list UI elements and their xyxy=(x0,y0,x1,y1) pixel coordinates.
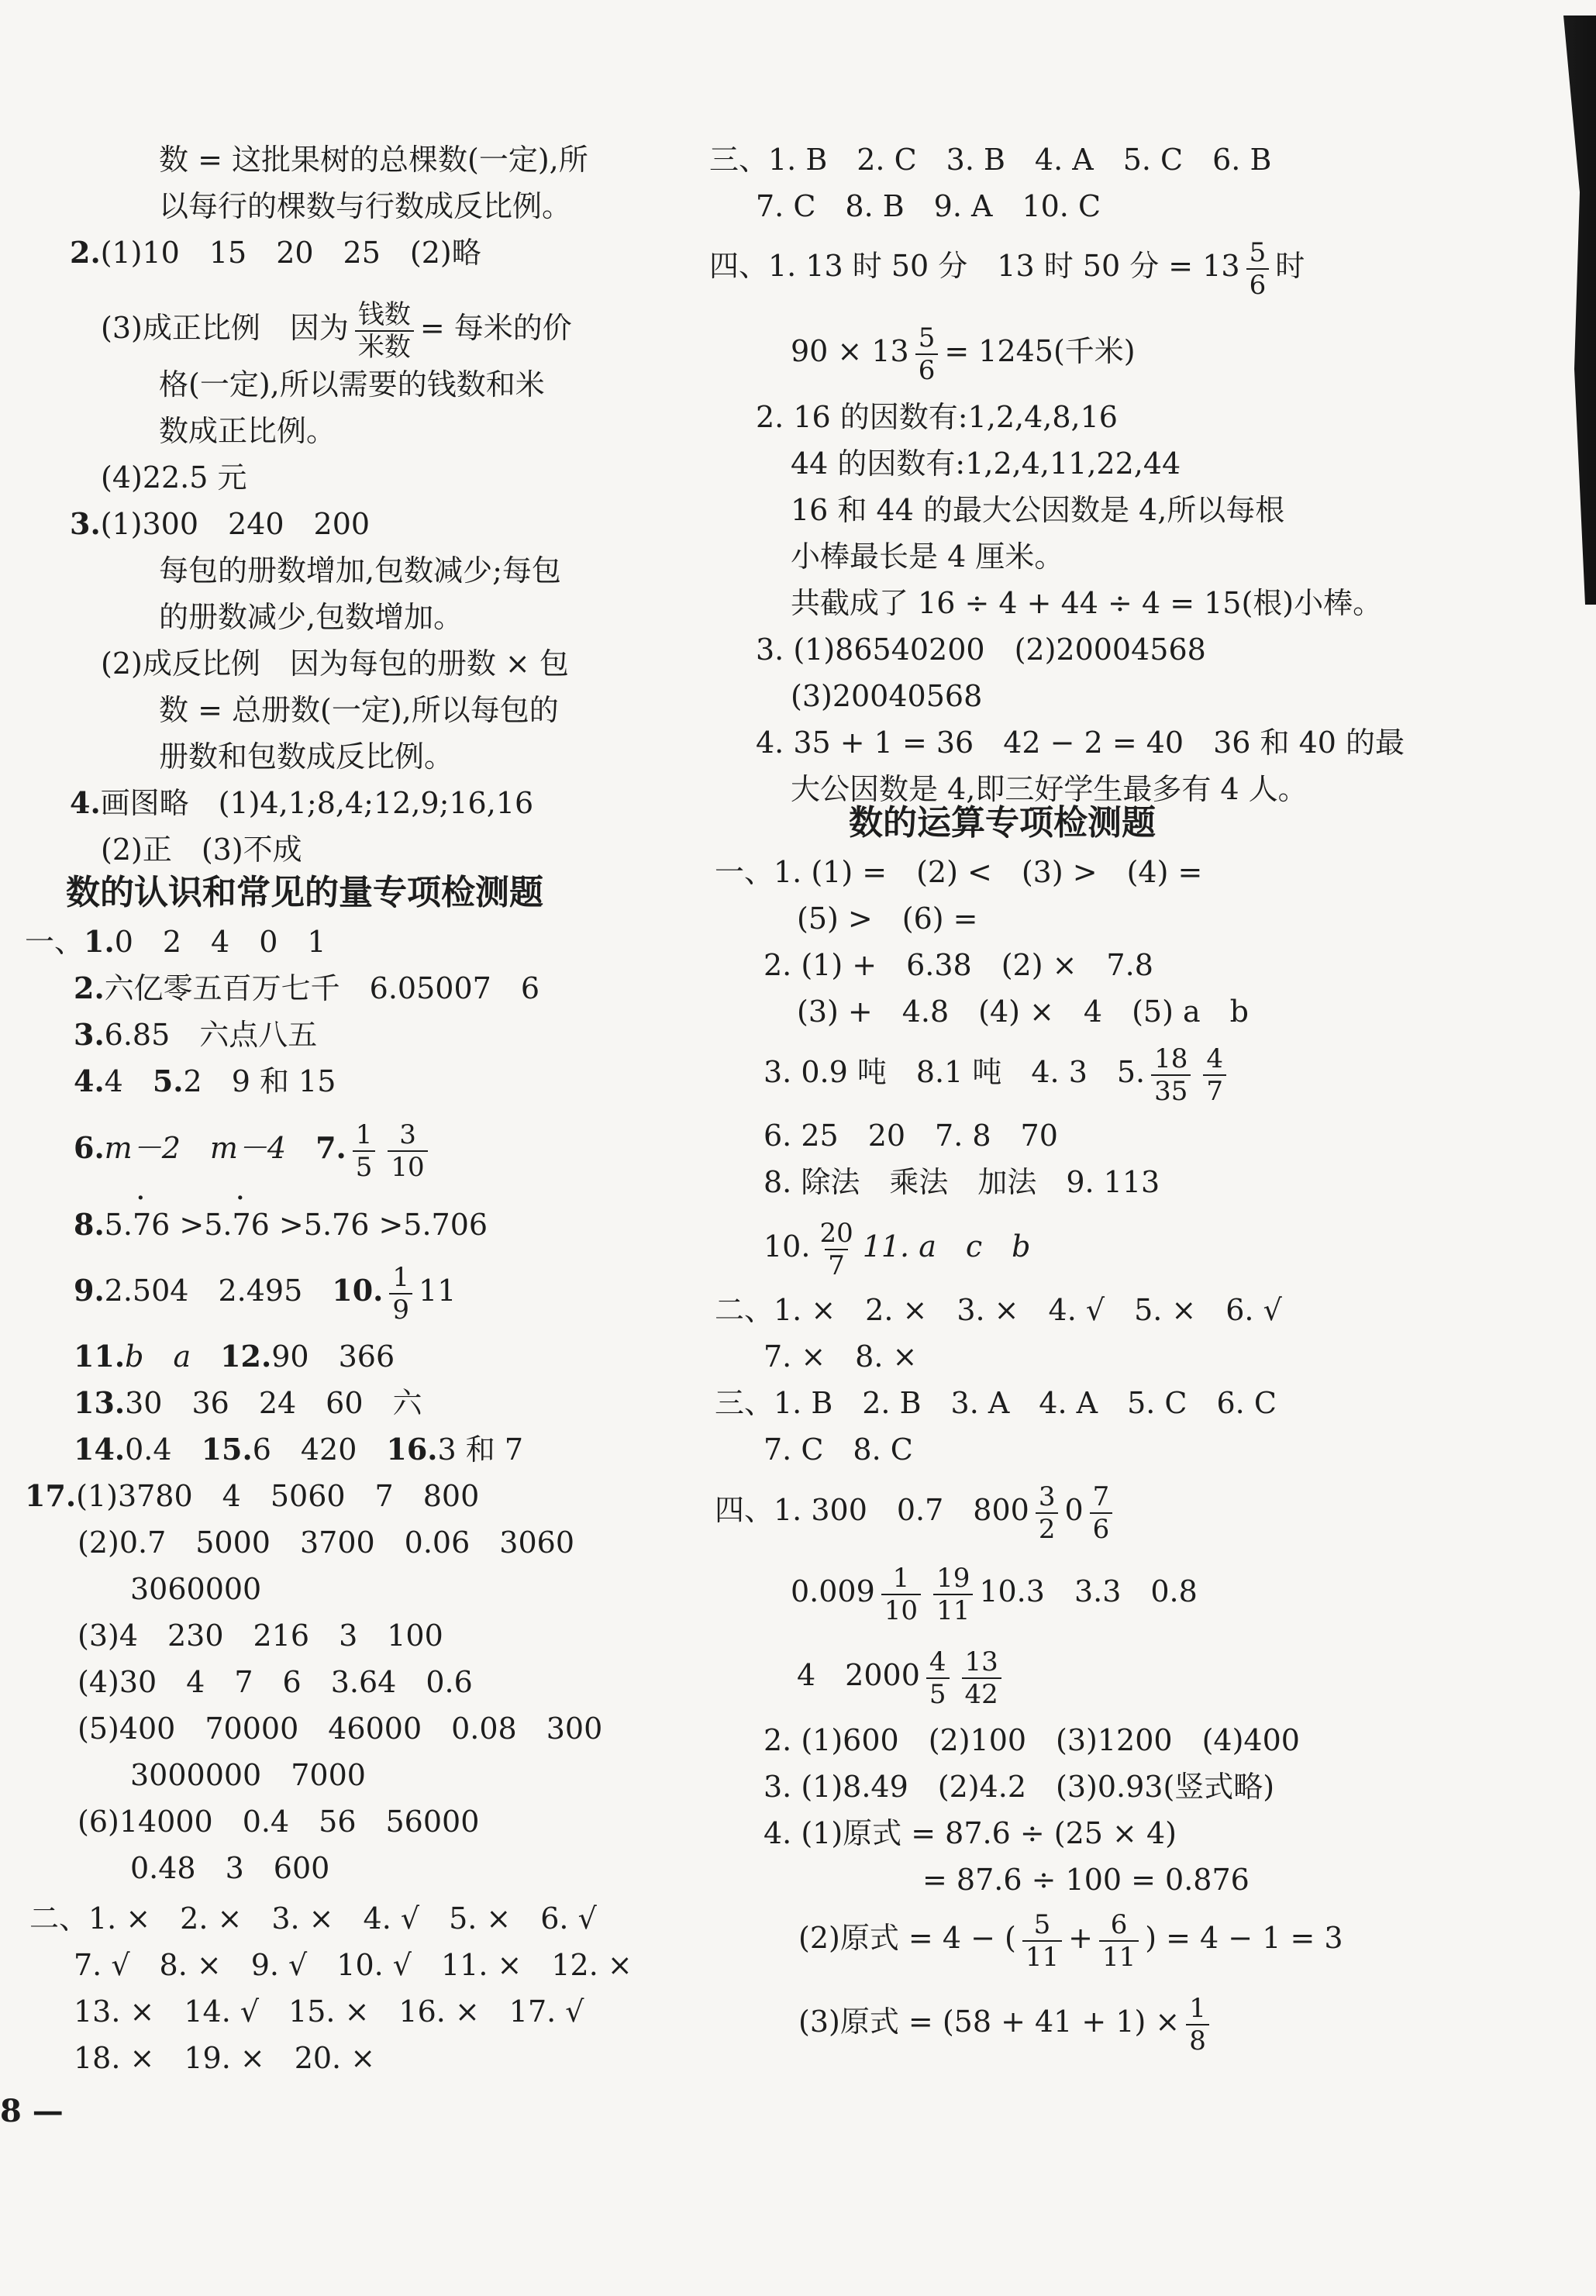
answer-line: 的册数减少,包数增加。 xyxy=(159,600,464,634)
answer-line: 4. (1)原式 = 87.6 ÷ (25 × 4) xyxy=(764,1816,1177,1850)
fraction: $\frac{20}{7}$ xyxy=(819,1217,853,1281)
answer-line: 3060000 xyxy=(130,1572,262,1606)
answer-line: 数 = 这批果树的总棵数(一定),所 xyxy=(159,143,588,177)
answer-line: 格(一定),所以需要的钱数和米 xyxy=(159,367,545,402)
answer-line: 13. × 14. √ 15. × 16. × 17. √ xyxy=(74,1994,584,2029)
answer-line: 7. C 8. B 9. A 10. C xyxy=(756,189,1101,223)
answer-line: 一、1.0 2 4 0 1 xyxy=(25,924,326,959)
answer-line: 7. C 8. C xyxy=(764,1432,913,1467)
answer-line: 13.30 36 24 60 六 xyxy=(74,1385,422,1420)
answer-line: 4.画图略 (1)4,1;8,4;12,9;16,16 xyxy=(70,785,534,820)
answer-line: 一、1. (1) = (2) < (3) > (4) = xyxy=(715,855,1203,889)
answer-line: = 87.6 ÷ 100 = 0.876 xyxy=(922,1863,1250,1897)
answer-line: 16 和 44 的最大公因数是 4,所以每根 xyxy=(791,493,1285,527)
fraction: $\frac{1}{9}$ xyxy=(389,1262,412,1326)
answer-line: 四、1. 13 时 50 分 13 时 50 分 = 13 $\frac{5}{6}$ 时 xyxy=(709,236,1305,301)
answer-line: (3) + 4.8 (4) × 4 (5) a b xyxy=(797,995,1249,1029)
answer-line: 3.(1)300 240 200 xyxy=(70,506,371,541)
answer-line: (3)成正比例 因为 $\frac{\text{钱数}}{\text{米数}}$ = 每米的价 xyxy=(101,298,572,363)
fraction: $\frac{4}{5}$ xyxy=(926,1646,950,1710)
fraction: $\frac{19}{11}$ xyxy=(933,1563,973,1626)
section-heading: 数的认识和常见的量专项检测题 xyxy=(66,873,543,912)
fraction: $\frac{1}{5}$ xyxy=(353,1119,376,1183)
fraction: $\frac{7}{6}$ xyxy=(1090,1481,1113,1545)
answer-line: 10. $\frac{20}{7}$ 11. a c b xyxy=(764,1217,1031,1281)
answer-line: (6)14000 0.4 56 56000 xyxy=(78,1805,480,1839)
answer-line: 2.六亿零五百万七千 6.05007 6 xyxy=(74,970,539,1005)
answer-line: 8. 除法 乘法 加法 9. 113 xyxy=(764,1165,1160,1199)
fraction: $\frac{4}{7}$ xyxy=(1203,1043,1226,1107)
answer-line: (4)30 4 7 6 3.64 0.6 xyxy=(78,1665,473,1699)
answer-line: 7. √ 8. × 9. √ 10. √ 11. × 12. × xyxy=(74,1948,633,1982)
answer-line: 18. × 19. × 20. × xyxy=(74,2041,376,2075)
fraction: $\frac{5}{6}$ xyxy=(1246,237,1270,301)
fraction: $\frac{5}{11}$ xyxy=(1022,1909,1062,1973)
answer-line: 4. 35 + 1 = 36 42 − 2 = 40 36 和 40 的最 xyxy=(756,726,1405,760)
fraction: $\frac{1}{10}$ xyxy=(881,1563,921,1626)
answer-line: 2. (1)600 (2)100 (3)1200 (4)400 xyxy=(764,1723,1300,1757)
answer-line: 数成正比例。 xyxy=(159,414,336,448)
section-heading: 数的运算专项检测题 xyxy=(849,803,1156,843)
answer-line: 共截成了 16 ÷ 4 + 44 ÷ 4 = 15(根)小棒。 xyxy=(791,586,1383,620)
answer-line: (3)4 230 216 3 100 xyxy=(78,1619,443,1653)
answer-line: 二、1. × 2. × 3. × 4. √ 5. × 6. √ xyxy=(715,1293,1282,1327)
answer-line: (5)400 70000 46000 0.08 300 xyxy=(78,1712,603,1746)
answer-line: 以每行的棵数与行数成反比例。 xyxy=(159,189,572,223)
left-column xyxy=(0,0,698,2296)
answer-line: 小棒最长是 4 厘米。 xyxy=(791,540,1064,574)
answer-line: (4)22.5 元 xyxy=(101,460,247,495)
answer-line: (2)0.7 5000 3700 0.06 3060 xyxy=(78,1525,574,1560)
fraction: $\frac{\text{钱数}}{\text{米数}}$ xyxy=(355,299,414,363)
answer-line: 0.009 $\frac{1}{10}$ $\frac{19}{11}$ 10.3 3.3 0.8 xyxy=(791,1562,1198,1626)
fraction: $\frac{3}{10}$ xyxy=(388,1119,427,1183)
fraction: $\frac{6}{11}$ xyxy=(1099,1909,1139,1973)
page-number: 8 — xyxy=(0,2093,64,2129)
answer-line: 3. 0.9 吨 8.1 吨 4. 3 5. $\frac{18}{35}$ $\frac{4}{7}$ xyxy=(764,1039,1232,1105)
answer-line: 0.48 3 600 xyxy=(130,1851,330,1885)
answer-line: 17.(1)3780 4 5060 7 800 xyxy=(25,1478,480,1513)
answer-line: 三、1. B 2. B 3. A 4. A 5. C 6. C xyxy=(715,1386,1277,1420)
answer-line: 3.6.85 六点八五 xyxy=(74,1017,318,1052)
answer-line: 8.5.· 76 >5.· 76 >5.76 >5.706 xyxy=(74,1201,488,1248)
answer-line: 3000000 7000 xyxy=(130,1758,366,1792)
answer-line: 每包的册数增加,包数减少;每包 xyxy=(159,553,561,588)
answer-line: (3)20040568 xyxy=(791,679,983,713)
answer-line: 9.2.504 2.495 10. $\frac{1}{9}$ 11 xyxy=(74,1261,457,1326)
answer-line: 14.0.4 15.6 420 16.3 和 7 xyxy=(74,1432,524,1467)
answer-line: (5) > (6) = xyxy=(797,902,978,936)
fraction: $\frac{18}{35}$ xyxy=(1151,1043,1191,1107)
answer-line: (3)原式 = (58 + 41 + 1) × $\frac{1}{8}$ xyxy=(798,1988,1215,2055)
right-column xyxy=(698,0,1596,2296)
answer-line: 7. × 8. × xyxy=(764,1339,918,1374)
answer-line: 大公因数是 4,即三好学生最多有 4 人。 xyxy=(791,772,1308,806)
answer-line: 2. 16 的因数有:1,2,4,8,16 xyxy=(756,400,1118,434)
answer-line: 4.4 5.2 9 和 15 xyxy=(74,1064,336,1098)
answer-line: 90 × 13 $\frac{5}{6}$ = 1245(千米) xyxy=(791,322,1136,386)
answer-line: 6. 25 20 7. 8 70 xyxy=(764,1119,1058,1153)
answer-line: 4 2000 $\frac{4}{5}$ $\frac{13}{42}$ xyxy=(797,1642,1008,1708)
answer-line: 6.m－2 m－4 7. $\frac{1}{5}$ $\frac{3}{10}$ xyxy=(74,1115,434,1181)
answer-line: (2)正 (3)不成 xyxy=(101,833,302,867)
answer-line: 三、1. B 2. C 3. B 4. A 5. C 6. B xyxy=(709,143,1272,177)
answer-line: 2.(1)10 15 20 25 (2)略 xyxy=(70,235,481,270)
fraction: $\frac{5}{6}$ xyxy=(915,322,939,386)
fraction: $\frac{1}{8}$ xyxy=(1186,1993,1209,2056)
answer-line: 3. (1)8.49 (2)4.2 (3)0.93(竖式略) xyxy=(764,1770,1275,1804)
answer-line: 11.b a 12.90 366 xyxy=(74,1339,395,1374)
answer-line: (2)原式 = 4 − ( $\frac{5}{11}$ + $\frac{6}{11}$ ) = 4 − 1 = 3 xyxy=(798,1908,1343,1973)
answer-line: 四、1. 300 0.7 800 $\frac{3}{2}$ 0 $\frac{7}{6}$ xyxy=(715,1477,1119,1543)
answer-line: 3. (1)86540200 (2)20004568 xyxy=(756,633,1206,667)
answer-line: 数 = 总册数(一定),所以每包的 xyxy=(159,693,559,727)
answer-line: 二、1. × 2. × 3. × 4. √ 5. × 6. √ xyxy=(29,1901,597,1936)
answer-line: 44 的因数有:1,2,4,11,22,44 xyxy=(791,446,1181,481)
answer-line: 2. (1) + 6.38 (2) × 7.8 xyxy=(764,948,1153,982)
fraction: $\frac{13}{42}$ xyxy=(962,1646,1001,1710)
answer-line: (2)成反比例 因为每包的册数 × 包 xyxy=(101,646,569,681)
fraction: $\frac{3}{2}$ xyxy=(1036,1481,1059,1545)
answer-line: 册数和包数成反比例。 xyxy=(159,739,454,774)
